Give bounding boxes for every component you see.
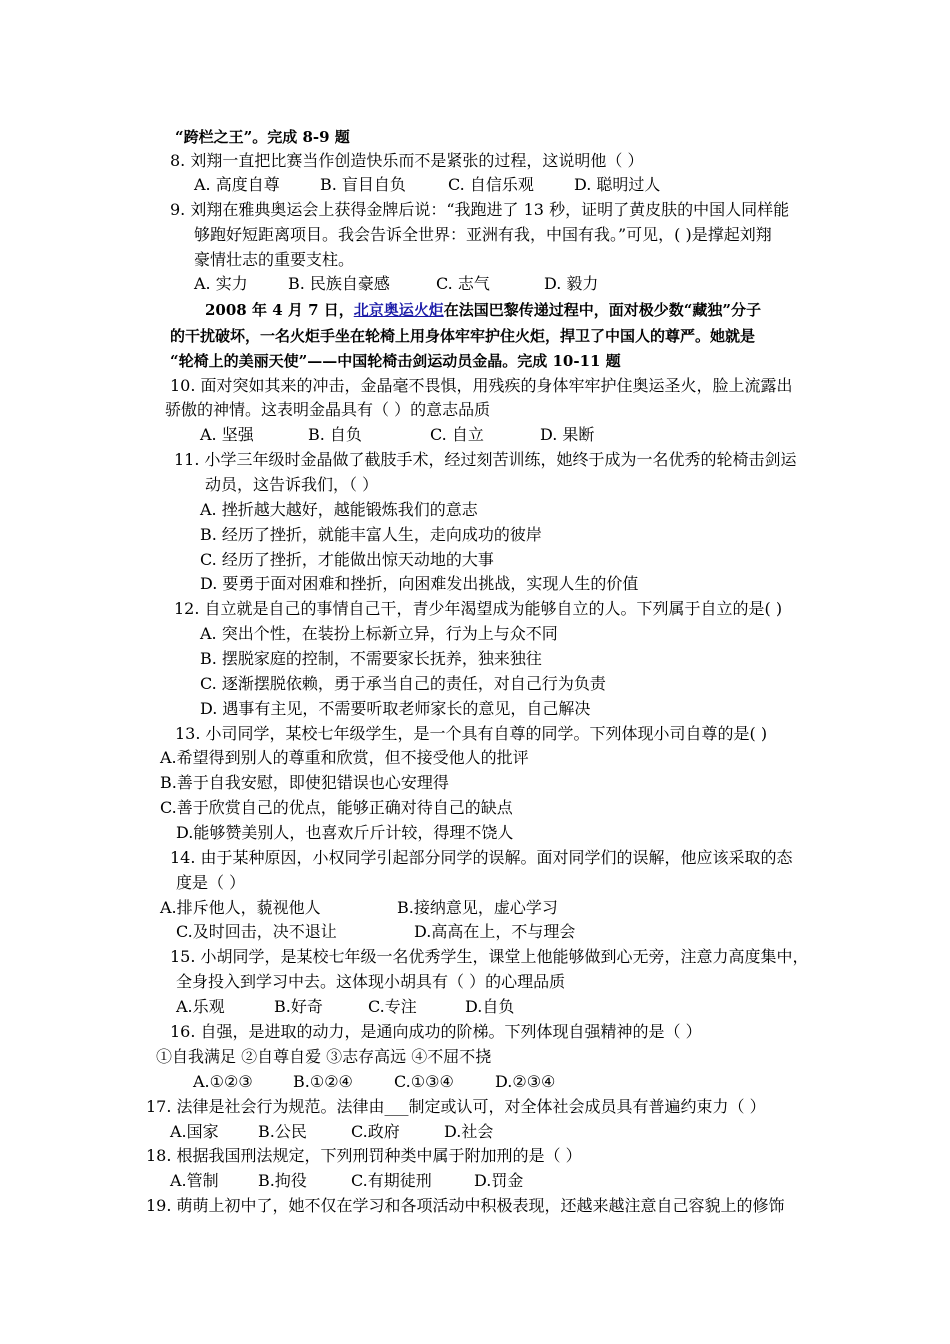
q10-option-d: D. 果断 (540, 425, 595, 444)
q9-option-c: C. 志气 (436, 274, 490, 293)
q12-option-b: B. 摆脱家庭的控制，不需要家长抚养，独来独往 (200, 649, 542, 668)
q11-option-a: A. 挫折越大越好，越能锻炼我们的意志 (200, 500, 478, 519)
q15-option-d: D.自负 (465, 997, 515, 1016)
q11-line-2: 动员，这告诉我们，（ ） (205, 475, 379, 494)
q10-option-c: C. 自立 (430, 425, 484, 444)
q16-options (193, 1071, 555, 1093)
q13-stem: 13. 小司同学，某校七年级学生，是一个具有自尊的同学。下列体现小司自尊的是( ) (175, 724, 768, 743)
q19-stem: 19. 萌萌上初中了，她不仅在学习和各项活动中积极表现，还越来越注意自己容貌上的修饰 (146, 1196, 785, 1215)
q12-option-d: D. 遇事有主见，不需要听取老师家长的意见，自己解决 (200, 699, 591, 718)
q18-stem: 18. 根据我国刑法规定，下列刑罚种类中属于附加刑的是（ ） (146, 1146, 582, 1165)
q9-line-3: 豪情壮志的重要支柱。 (194, 250, 355, 269)
q10-line-1: 10. 面对突如其来的冲击，金晶毫不畏惧，用残疾的身体牢牢护住奥运圣火，脸上流露出 (170, 376, 793, 395)
q17-option-b: B.公民 (258, 1122, 307, 1141)
q12-stem: 12. 自立就是自己的事情自己干，青少年渴望成为能够自立的人。下列属于自立的是( ) (174, 599, 783, 618)
q14-line-2: 度是（ ） (176, 873, 246, 892)
q9-line-1: 9. 刘翔在雅典奥运会上获得金牌后说：“我跑进了 13 秒，证明了黄皮肤的中国人同样能 (170, 200, 790, 219)
q8-options (194, 174, 660, 196)
q11-line-1: 11. 小学三年级时金晶做了截肢手术，经过刻苦训练，她终于成为一名优秀的轮椅击剑运 (174, 450, 797, 469)
q14-option-c: C.及时回击，决不退让 (176, 922, 337, 941)
q11-option-c: C. 经历了挫折，才能做出惊天动地的大事 (200, 550, 494, 569)
q9-line-2: 够跑好短距离项目。我会告诉全世界：亚洲有我，中国有我。”可见，( )是撑起刘翔 (194, 225, 772, 244)
q12-option-c: C. 逐渐摆脱依赖，勇于承当自己的责任，对自己行为负责 (200, 674, 606, 693)
q18-option-b: B.拘役 (258, 1171, 307, 1190)
q17-option-d: D.社会 (444, 1122, 494, 1141)
q11-option-d: D. 要勇于面对困难和挫折，向困难发出挑战，实现人生的价值 (200, 574, 639, 593)
q16-option-c: C.①③④ (394, 1072, 454, 1091)
q15-line-1: 15. 小胡同学，是某校七年级一名优秀学生，课堂上他能够做到心无旁，注意力高度集中， (170, 947, 809, 966)
q16-stem: 16. 自强，是进取的动力，是通向成功的阶梯。下列体现自强精神的是（ ） (170, 1022, 702, 1041)
q8-stem: 8. 刘翔一直把比赛当作创造快乐而不是紧张的过程，这说明他（ ） (170, 151, 644, 170)
passage-b-line-3: “轮椅上的美丽天使”——中国轮椅击剑运动员金晶。完成 10-11 题 (170, 352, 621, 370)
q16-option-a: A.①②③ (193, 1072, 253, 1091)
q17-options (170, 1121, 493, 1143)
q16-option-d: D.②③④ (495, 1072, 556, 1091)
q13-option-b: B.善于自我安慰，即使犯错误也心安理得 (160, 773, 449, 792)
passage-b-line-2: 的干扰破坏，一名火炬手坐在轮椅上用身体牢牢护住火炬，捍卫了中国人的尊严。她就是 (170, 327, 756, 345)
q18-options (170, 1170, 523, 1192)
q8-option-a: A. 高度自尊 (194, 175, 280, 194)
q17-option-a: A.国家 (170, 1122, 219, 1141)
q10-option-a: A. 坚强 (200, 425, 254, 444)
q16-option-b: B.①②④ (293, 1072, 353, 1091)
q14-option-d: D.高高在上，不与理会 (414, 922, 576, 941)
q13-option-d: D.能够赞美别人，也喜欢斤斤计较，得理不饶人 (176, 823, 514, 842)
q15-options (176, 996, 514, 1018)
q15-option-a: A.乐观 (176, 997, 225, 1016)
q18-option-d: D.罚金 (474, 1171, 524, 1190)
q17-stem: 17. 法律是社会行为规范。法律由___制定或认可，对全体社会成员具有普遍约束力（ ） (146, 1097, 766, 1116)
beijing-torch-link[interactable]: 北京奥运火炬 (353, 301, 444, 319)
q9-options (194, 273, 598, 295)
q8-option-c: C. 自信乐观 (448, 175, 534, 194)
q15-option-c: C.专注 (368, 997, 417, 1016)
q8-option-b: B. 盲目自负 (320, 175, 406, 194)
q16-items: ①自我满足 ②自尊自爱 ③志存高远 ④不屈不挠 (156, 1047, 492, 1066)
q18-option-a: A.管制 (170, 1171, 219, 1190)
q10-option-b: B. 自负 (308, 425, 362, 444)
q14-option-a: A.排斥他人，藐视他人 (160, 898, 321, 917)
q14-line-1: 14. 由于某种原因，小权同学引起部分同学的误解。面对同学们的误解，他应该采取的态 (170, 848, 793, 867)
q11-option-b: B. 经历了挫折，就能丰富人生，走向成功的彼岸 (200, 525, 542, 544)
q10-line-2: 骄傲的神情。这表明金晶具有（ ）的意志品质 (165, 400, 491, 419)
q9-option-a: A. 实力 (194, 274, 248, 293)
passage-b-line-1-start: 2008 年 4 月 7 日， (205, 301, 354, 319)
q10-options (200, 424, 594, 446)
q13-option-a: A.希望得到别人的尊重和欣赏，但不接受他人的批评 (160, 748, 529, 767)
q17-option-c: C.政府 (351, 1122, 400, 1141)
q15-option-b: B.好奇 (274, 997, 323, 1016)
q18-option-c: C.有期徒刑 (351, 1171, 432, 1190)
passage-a-tail: “跨栏之王”。完成 8-9 题 (175, 128, 350, 146)
q9-option-b: B. 民族自豪感 (288, 274, 390, 293)
passage-b-line-1 (205, 299, 761, 321)
q9-option-d: D. 毅力 (544, 274, 599, 293)
q15-line-2: 全身投入到学习中去。这体现小胡具有（ ）的心理品质 (176, 972, 566, 991)
q14-option-b: B.接纳意见，虚心学习 (397, 898, 558, 917)
q12-option-a: A. 突出个性，在装扮上标新立异，行为上与众不同 (200, 624, 558, 643)
q8-option-d: D. 聪明过人 (574, 175, 661, 194)
passage-b-line-1-end: 在法国巴黎传递过程中，面对极少数“藏独”分子 (443, 301, 762, 319)
q13-option-c: C.善于欣赏自己的优点，能够正确对待自己的缺点 (160, 798, 513, 817)
